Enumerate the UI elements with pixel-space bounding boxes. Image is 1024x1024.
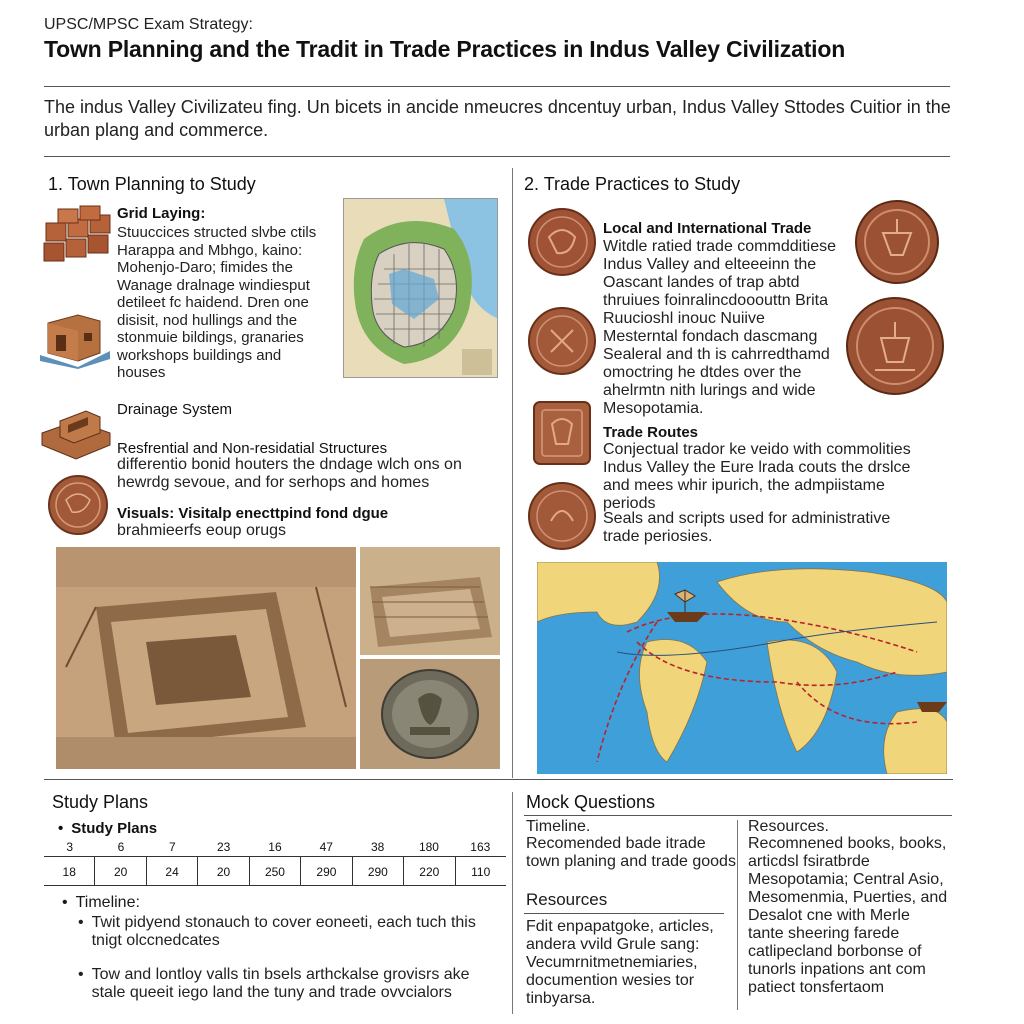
table-header-cell: 3 — [66, 840, 73, 854]
building-icon — [38, 303, 112, 369]
excavation-ruins-photo — [56, 547, 356, 769]
table-header-cell: 38 — [370, 840, 385, 854]
table-cell: 20 — [95, 857, 146, 885]
table-cell: 290 — [301, 857, 352, 885]
study-plans-label: Study Plans — [71, 820, 158, 837]
table-header-cell: 7 — [168, 840, 176, 854]
table-header-cell: 6 — [117, 840, 125, 854]
table-header-row — [44, 838, 506, 856]
mock-timeline-body: Recomended bade itrade town planing and trade goods — [526, 835, 736, 870]
square-seal-icon — [532, 400, 592, 466]
grid-title: Grid Laying: — [117, 205, 206, 222]
structures-body: differentio bonid houters the dndage wlch ons on hewrdg sevoue, and for serhops and homes — [117, 456, 462, 491]
table-header-cell: 180 — [418, 840, 439, 854]
mock-column-divider — [737, 820, 738, 1010]
column-divider — [512, 168, 513, 778]
visuals-body: brahmieerfs eoup orugs — [117, 522, 286, 539]
mock-timeline-title: Timeline. — [526, 818, 591, 835]
seal-icon — [46, 474, 110, 536]
trade-routes-title: Trade Routes — [603, 424, 699, 441]
timeline-title: Timeline: — [75, 894, 140, 911]
local-trade-body: Witdle ratied trade commdditiese Indus Valley and elteeeinn the Oascant landes of trap abtd thruiues foinralincdooouttn Brita Ruucioshl inouc Nuiive Mesterntal fondach dascmang Sealeral and th is cahrredthamd omoctring he dtdes over the ahelrmtn nith lurings and wide Mesopotamia. — [603, 238, 836, 417]
study-plans-table — [44, 838, 506, 886]
table-header-cell: 47 — [319, 840, 333, 854]
large-seal-icon — [853, 199, 941, 285]
table-cell: 220 — [404, 857, 455, 885]
study-plans-subheading — [58, 820, 157, 837]
mock-divider — [524, 815, 952, 816]
table-cell: 24 — [147, 857, 198, 885]
bullet-icon — [58, 820, 71, 837]
table-header-cell: 23 — [216, 840, 231, 854]
bullet-icon: • — [78, 914, 84, 931]
intro-divider — [44, 156, 950, 157]
visuals-title: Visuals: Visitalp enecttpind fond dgue — [117, 505, 389, 522]
title-divider — [44, 86, 950, 87]
mock-resources-title: Resources — [526, 890, 608, 909]
drainage-title: Drainage System — [117, 401, 233, 418]
trade-heading: 2. Trade Practices to Study — [524, 174, 741, 194]
seal-icon — [527, 306, 597, 376]
seal-artifact-photo — [360, 659, 500, 769]
seal-icon — [527, 207, 597, 277]
seals-note: Seals and scripts used for administrative trade periosies. — [603, 510, 891, 545]
mock-resources-right-title: Resources. — [748, 818, 829, 835]
table-cell: 290 — [353, 857, 404, 885]
table-header-cell: 163 — [470, 840, 491, 854]
town-planning-heading: 1. Town Planning to Study — [48, 174, 256, 194]
table-cell: 20 — [198, 857, 249, 885]
large-seal-icon — [845, 296, 945, 396]
table-cell: 250 — [250, 857, 301, 885]
mock-questions-heading: Mock Questions — [526, 792, 656, 812]
kicker: UPSC/MPSC Exam Strategy: — [44, 16, 253, 33]
timeline-item — [78, 914, 498, 950]
seal-icon — [527, 481, 597, 551]
table-header-cell: 16 — [268, 840, 282, 854]
table-row — [44, 856, 506, 886]
timeline-heading — [62, 894, 140, 912]
resources-divider — [524, 913, 724, 914]
timeline-item-text: Tow and lontloy valls tin bsels arthckalse grovisrs ake stale queeit iego land the tuny and trade ovvcialors — [91, 966, 470, 1001]
bottom-column-divider — [512, 792, 513, 1014]
harappa-city-plan-image — [343, 198, 498, 378]
local-trade-title: Local and International Trade — [603, 220, 812, 237]
grid-body: Stuuccices structed slvbe ctils Harappa and Mbhgo, kaino: Mohenjo-Daro; fimides the Wanage dralnage windiesput detileet fc haidend. Dren one disisit, nod hullings and the stonmuie bildings, granaries workshops buildings and houses — [117, 224, 317, 381]
bottom-divider — [44, 779, 953, 780]
brick-wall-photo — [360, 547, 500, 655]
intro-text: The indus Valley Civilizateu fing. Un bicets in ancide nmeucres dncentuy urban, Indus Valley Sttodes Cuitior in the urban plang and commerce. — [44, 97, 951, 140]
bullet-icon — [62, 894, 76, 911]
timeline-item — [78, 966, 498, 1002]
structures-title: Resfrential and Non-residatial Structures — [117, 440, 388, 457]
table-cell: 18 — [44, 857, 95, 885]
table-cell: 110 — [471, 865, 491, 879]
mock-resources-body: Fdit enpapatgoke, articles, andera vvild Grule sang: Vecumrnitmetnemiaries, documention wesies tor tinbyarsa. — [526, 918, 714, 1007]
trade-routes-body: Conjectual trador ke veido with commolities Indus Valley the Eure lrada couts the drslce and mees whir ipurich, the admpiistame periods — [603, 441, 911, 512]
timeline-item-text: Twit pidyend stonauch to cover eoneeti, each tuch this tnigt olccnedcates — [91, 914, 476, 949]
mock-resources-right-body: Recomnened books, books, articdsl fsiratbrde Mesopotamia; Central Asio, Mesomenmia, Puerties, and Desalot cne with Merle tante sheering farede catlipecland borbonse of tunorls inpations ant com patiect tonsfertaom — [748, 835, 948, 996]
trade-route-map — [537, 562, 947, 774]
page-title: Town Planning and the Tradit in Trade Practices in Indus Valley Civilization — [44, 36, 846, 62]
drain-structure-icon — [40, 403, 112, 461]
brick-stack-icon — [40, 205, 114, 267]
study-plans-heading: Study Plans — [52, 792, 149, 812]
bullet-icon: • — [78, 966, 84, 983]
